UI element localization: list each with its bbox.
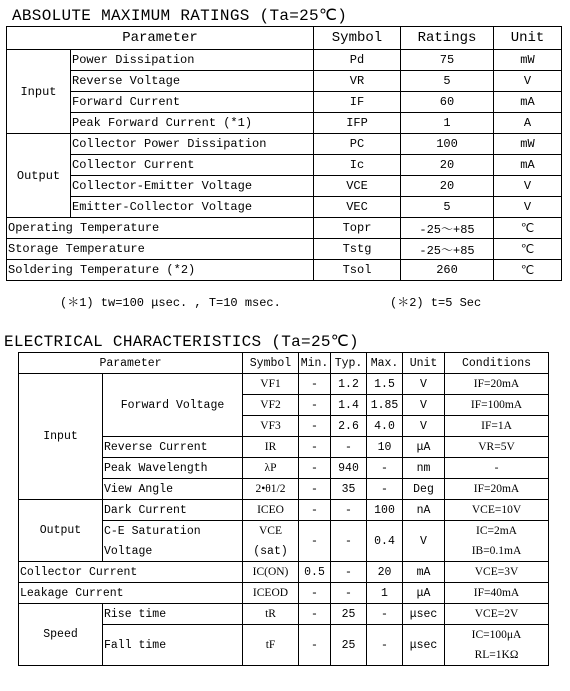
- row-param: Leakage Current: [19, 583, 243, 604]
- row-symbol-cont: (sat): [243, 541, 299, 562]
- header-ratings: Ratings: [401, 27, 494, 50]
- row-unit: V: [494, 71, 562, 92]
- table-row: [7, 71, 562, 92]
- row-unit: Deg: [403, 479, 445, 500]
- row-param: Reverse Voltage: [71, 71, 314, 92]
- row-symbol: IF: [314, 92, 401, 113]
- row-max: -: [367, 625, 403, 666]
- row-cond: IF=100mA: [445, 395, 549, 416]
- row-typ: 35: [331, 479, 367, 500]
- row-param: View Angle: [103, 479, 243, 500]
- table-row: [7, 197, 562, 218]
- row-param: C-E Saturation: [103, 521, 243, 542]
- row-typ: -: [331, 583, 367, 604]
- header-min: Min.: [299, 353, 331, 374]
- table-row: [7, 92, 562, 113]
- row-min: -: [299, 374, 331, 395]
- table-row: [19, 374, 549, 395]
- row-symbol: ICEOD: [243, 583, 299, 604]
- row-rating: 20: [401, 155, 494, 176]
- row-rating: 75: [401, 50, 494, 71]
- header-parameter: Parameter: [19, 353, 243, 374]
- row-cond: IF=40mA: [445, 583, 549, 604]
- row-symbol: 2•θ1/2: [243, 479, 299, 500]
- row-unit: V: [403, 521, 445, 562]
- row-cond: -: [445, 458, 549, 479]
- row-param: Dark Current: [103, 500, 243, 521]
- row-unit: A: [494, 113, 562, 134]
- row-typ: 25: [331, 625, 367, 666]
- row-cond: IF=20mA: [445, 479, 549, 500]
- row-cond: IF=1A: [445, 416, 549, 437]
- row-symbol: VF1: [243, 374, 299, 395]
- row-param: Storage Temperature: [7, 239, 314, 260]
- row-symbol: IR: [243, 437, 299, 458]
- row-symbol: IC(ON): [243, 562, 299, 583]
- row-cond-cont: RL=1KΩ: [445, 645, 549, 666]
- row-symbol: Topr: [314, 218, 401, 239]
- row-rating: 5: [401, 197, 494, 218]
- row-min: -: [299, 416, 331, 437]
- row-unit: V: [403, 416, 445, 437]
- row-param: Power Dissipation: [71, 50, 314, 71]
- row-symbol: Tstg: [314, 239, 401, 260]
- row-symbol: Tsol: [314, 260, 401, 281]
- row-param: Soldering Temperature (*2): [7, 260, 314, 281]
- row-max: 4.0: [367, 416, 403, 437]
- absolute-maximum-ratings-table: [6, 26, 562, 281]
- header-parameter: Parameter: [7, 27, 314, 50]
- electrical-characteristics-table: [18, 352, 549, 666]
- row-max: 20: [367, 562, 403, 583]
- row-max: 100: [367, 500, 403, 521]
- row-typ: -: [331, 562, 367, 583]
- row-symbol: VCE: [314, 176, 401, 197]
- row-min: -: [299, 395, 331, 416]
- row-rating: 260: [401, 260, 494, 281]
- row-max: 1.5: [367, 374, 403, 395]
- row-unit: ℃: [494, 218, 562, 239]
- row-typ: -: [331, 500, 367, 521]
- group-input: Input: [19, 374, 103, 500]
- row-param: Rise time: [103, 604, 243, 625]
- row-max: -: [367, 604, 403, 625]
- row-symbol: tF: [243, 625, 299, 666]
- row-symbol: Ic: [314, 155, 401, 176]
- row-param-forward-voltage: Forward Voltage: [103, 374, 243, 437]
- footnote-2: (＊2) t=5 Sec: [390, 296, 482, 310]
- row-unit: ℃: [494, 239, 562, 260]
- row-rating: 60: [401, 92, 494, 113]
- row-max: 10: [367, 437, 403, 458]
- row-param: Emitter-Collector Voltage: [71, 197, 314, 218]
- row-param: Peak Wavelength: [103, 458, 243, 479]
- row-rating: 5: [401, 71, 494, 92]
- row-symbol: VF2: [243, 395, 299, 416]
- row-unit: V: [494, 197, 562, 218]
- table-header-row: [7, 27, 562, 50]
- row-cond: VCE=10V: [445, 500, 549, 521]
- row-param: Collector-Emitter Voltage: [71, 176, 314, 197]
- row-typ: 940: [331, 458, 367, 479]
- elec-title: ELECTRICAL CHARACTERISTICS (Ta=25℃): [4, 333, 359, 351]
- table-row: [19, 562, 549, 583]
- row-rating: 20: [401, 176, 494, 197]
- row-param: Peak Forward Current (*1): [71, 113, 314, 134]
- row-rating: 100: [401, 134, 494, 155]
- row-param: Collector Current: [19, 562, 243, 583]
- table-header-row: [19, 353, 549, 374]
- row-symbol: VR: [314, 71, 401, 92]
- table-row: [19, 500, 549, 521]
- row-param: Operating Temperature: [7, 218, 314, 239]
- table-row: [7, 176, 562, 197]
- row-typ: 2.6: [331, 416, 367, 437]
- group-input: Input: [7, 50, 71, 134]
- row-param: Forward Current: [71, 92, 314, 113]
- row-unit: nm: [403, 458, 445, 479]
- row-symbol: VF3: [243, 416, 299, 437]
- row-cond-cont: IB=0.1mA: [445, 541, 549, 562]
- row-unit: V: [403, 395, 445, 416]
- row-unit: nA: [403, 500, 445, 521]
- row-cond: VCE=2V: [445, 604, 549, 625]
- row-cond: IC=100μA: [445, 625, 549, 646]
- row-param: Fall time: [103, 625, 243, 666]
- row-max: -: [367, 479, 403, 500]
- row-rating: 1: [401, 113, 494, 134]
- row-symbol: Pd: [314, 50, 401, 71]
- row-unit: mA: [403, 562, 445, 583]
- row-symbol: VEC: [314, 197, 401, 218]
- row-unit: μsec: [403, 604, 445, 625]
- table-row: [7, 218, 562, 239]
- table-row: [7, 113, 562, 134]
- row-unit: mW: [494, 134, 562, 155]
- row-rating: -25～+85: [401, 239, 494, 260]
- group-output: Output: [7, 134, 71, 218]
- row-typ: 1.2: [331, 374, 367, 395]
- row-unit: V: [403, 374, 445, 395]
- row-min: -: [299, 479, 331, 500]
- row-max: 0.4: [367, 521, 403, 562]
- table-row: [19, 583, 549, 604]
- table-row: [7, 260, 562, 281]
- row-param-cont: Voltage: [103, 541, 243, 562]
- header-unit: Unit: [494, 27, 562, 50]
- row-typ: 25: [331, 604, 367, 625]
- row-min: 0.5: [299, 562, 331, 583]
- row-min: -: [299, 458, 331, 479]
- row-symbol: PC: [314, 134, 401, 155]
- row-min: -: [299, 583, 331, 604]
- row-unit: μA: [403, 583, 445, 604]
- row-min: -: [299, 437, 331, 458]
- row-unit: mW: [494, 50, 562, 71]
- row-unit: mA: [494, 155, 562, 176]
- row-max: -: [367, 458, 403, 479]
- row-typ: 1.4: [331, 395, 367, 416]
- row-unit: μA: [403, 437, 445, 458]
- row-symbol: ICEO: [243, 500, 299, 521]
- row-symbol: IFP: [314, 113, 401, 134]
- row-cond: VR=5V: [445, 437, 549, 458]
- row-min: -: [299, 500, 331, 521]
- table-row: [7, 134, 562, 155]
- row-min: -: [299, 521, 331, 562]
- row-min: -: [299, 604, 331, 625]
- row-unit: μsec: [403, 625, 445, 666]
- row-unit: mA: [494, 92, 562, 113]
- abs-title: ABSOLUTE MAXIMUM RATINGS (Ta=25℃): [12, 7, 348, 25]
- row-cond: IF=20mA: [445, 374, 549, 395]
- row-typ: -: [331, 521, 367, 562]
- footnote-1: (＊1) tw=100 μsec. , T=10 msec.: [60, 296, 281, 310]
- row-param: Collector Power Dissipation: [71, 134, 314, 155]
- row-param: Collector Current: [71, 155, 314, 176]
- header-max: Max.: [367, 353, 403, 374]
- header-conditions: Conditions: [445, 353, 549, 374]
- row-rating: -25～+85: [401, 218, 494, 239]
- header-symbol: Symbol: [314, 27, 401, 50]
- header-symbol: Symbol: [243, 353, 299, 374]
- row-max: 1: [367, 583, 403, 604]
- row-typ: -: [331, 437, 367, 458]
- row-unit: V: [494, 176, 562, 197]
- group-speed: Speed: [19, 604, 103, 666]
- row-unit: ℃: [494, 260, 562, 281]
- row-cond: IC=2mA: [445, 521, 549, 542]
- table-row: [19, 604, 549, 625]
- row-symbol: VCE: [243, 521, 299, 542]
- table-row: [7, 155, 562, 176]
- row-max: 1.85: [367, 395, 403, 416]
- table-row: [7, 50, 562, 71]
- table-row: [7, 239, 562, 260]
- row-param: Reverse Current: [103, 437, 243, 458]
- row-cond: VCE=3V: [445, 562, 549, 583]
- group-output: Output: [19, 500, 103, 562]
- row-min: -: [299, 625, 331, 666]
- row-symbol: tR: [243, 604, 299, 625]
- header-unit: Unit: [403, 353, 445, 374]
- row-symbol: λP: [243, 458, 299, 479]
- header-typ: Typ.: [331, 353, 367, 374]
